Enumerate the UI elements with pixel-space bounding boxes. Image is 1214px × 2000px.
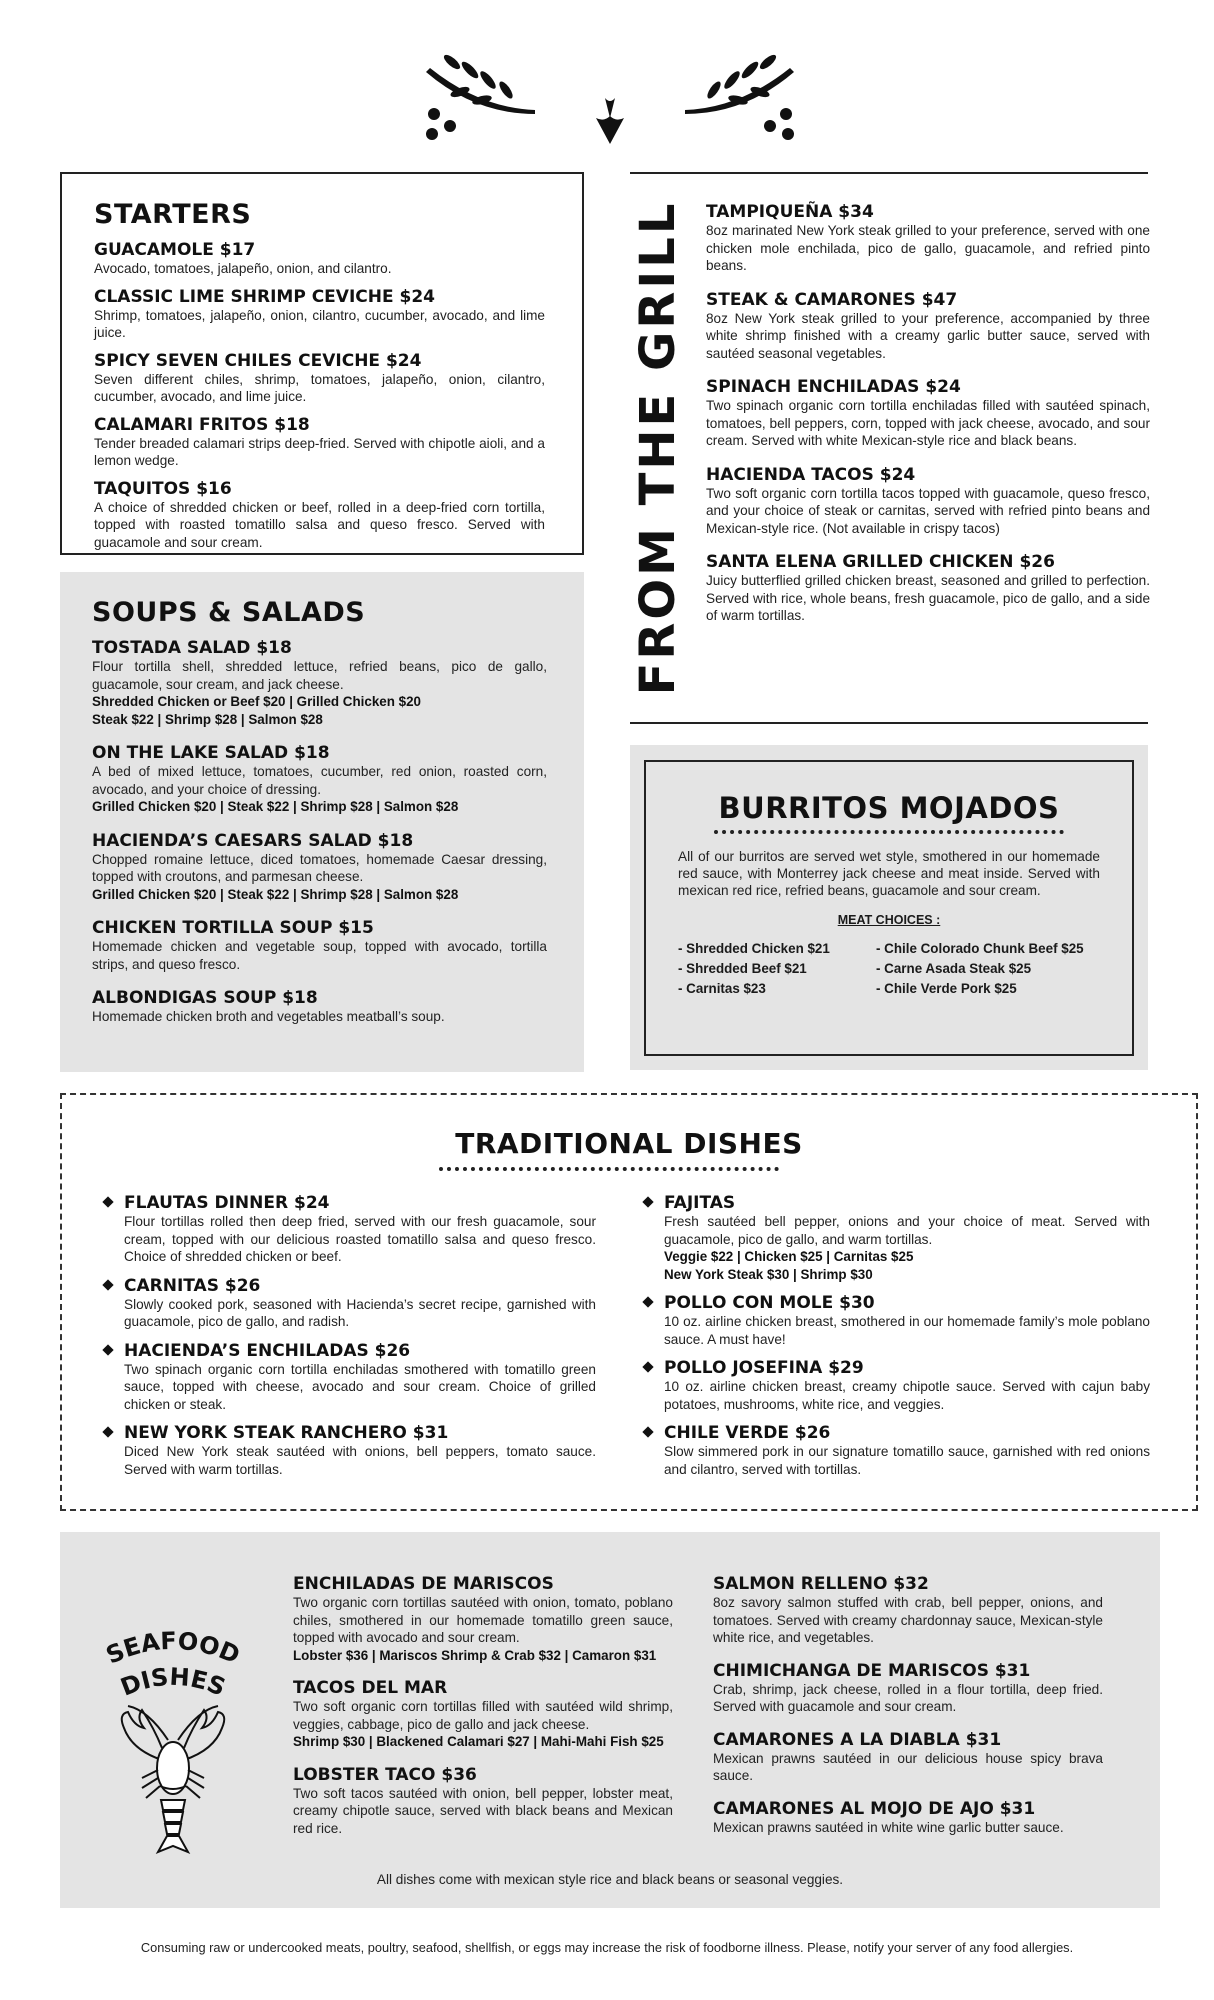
item-name: NEW YORK STEAK RANCHERO $31 [124,1423,449,1443]
menu-item [94,287,545,342]
item-description: Juicy butterflied grilled chicken breast, seasoned and grilled to perfection. Served with rice, whole beans, fresh guacamole, pico de gallo, and a side of warm tortillas. [706,573,1150,623]
meat-choice: - Carne Asada Steak $25 [876,961,1032,976]
starters-section [60,172,584,555]
item-options: Steak $22 | Shrimp $28 | Salmon $28 [92,711,323,727]
diamond-bullet-icon [642,1196,653,1207]
item-name: TAMPIQUEÑA $34 [706,202,874,222]
menu-item [713,1661,1103,1716]
item-description: Avocado, tomatoes, jalapeño, onion, and cilantro. [94,261,392,276]
item-description: 8oz New York steak grilled to your preference, accompanied by three white shrimp finished with a creamy garlic butter sauce, served with sautéed seasonal vegetables. [706,310,1150,361]
item-name: STEAK & CAMARONES $47 [706,289,958,310]
menu-item [92,831,547,904]
item-description: Fresh sautéed bell pepper, onions and your choice of meat. Served with guacamole, pico de gallo, and warm tortillas. [664,1214,1150,1247]
item-description: Mexican prawns sautéed in our delicious house spicy brava sauce. [713,1750,1103,1783]
item-description: Tender breaded calamari strips deep-fried. Served with chipotle aioli, and a lemon wedge. [94,435,545,468]
grill-section [706,202,1150,640]
menu-item [102,1341,596,1414]
item-name: POLLO JOSEFINA $29 [664,1358,864,1378]
item-name: CLASSIC LIME SHRIMP CEVICHE $24 [94,286,435,307]
item-name: SANTA ELENA GRILLED CHICKEN $26 [706,552,1055,572]
item-options: Veggie $22 | Chicken $25 | Carnitas $25 [664,1249,914,1264]
menu-item [713,1574,1103,1647]
item-name: CHICKEN TORTILLA SOUP $15 [92,918,374,938]
item-description: Slow simmered pork in our signature tomatillo sauce, garnished with red onions and cilantro, served with tortillas. [664,1444,1150,1477]
diamond-bullet-icon [102,1196,113,1207]
menu-item [706,552,1150,625]
item-description: Slowly cooked pork, seasoned with Hacienda’s secret recipe, garnished with guacamole, pico de gallo, and radish. [124,1296,596,1329]
item-name: CHILE VERDE $26 [664,1423,831,1443]
menu-item [642,1358,1150,1413]
item-description: A choice of shredded chicken or beef, rolled in a deep-fried corn tortilla, topped with roasted tomatillo salsa and queso fresco. Served with guacamole and sour cream. [94,499,545,550]
item-options: Grilled Chicken $20 | Steak $22 | Shrimp $28 | Salmon $28 [92,886,459,902]
item-name: ALBONDIGAS SOUP $18 [92,988,318,1008]
diamond-bullet-icon [642,1296,653,1307]
menu-item [706,465,1150,538]
menu-item [293,1678,673,1751]
meat-choice: - Shredded Beef $21 [678,961,807,976]
item-name: CALAMARI FRITOS $18 [94,414,310,435]
menu-item [706,377,1150,450]
item-name: ON THE LAKE SALAD $18 [92,743,330,763]
divider [630,722,1148,724]
item-description: Mexican prawns sautéed in white wine garlic butter sauce. [713,1819,1064,1835]
item-description: Two soft tacos sautéed with onion, bell pepper, lobster meat, creamy chipotle sauce, served with black beans and Mexican red rice. [293,1785,673,1836]
meat-choice: - Carnitas $23 [678,981,766,996]
item-description: 8oz marinated New York steak grilled to your preference, served with one chicken mole enchilada, pico de gallo, guacamole, and refried pinto beans. [706,223,1150,273]
item-name: HACIENDA’S ENCHILADAS $26 [124,1340,411,1361]
item-description: 10 oz. airline chicken breast, creamy chipotle sauce. Served with cajun baby potatoes, mushrooms, white rice, and veggies. [664,1379,1150,1412]
burritos-section [644,760,1134,1056]
item-description: Diced New York steak sautéed with onions, bell peppers, tomato sauce. Served with warm tortillas. [124,1444,596,1477]
item-description: Two spinach organic corn tortilla enchiladas filled with sautéed spinach, tomatoes, bell peppers, corn, topped with jack cheese, avocado, and sour cream. Served with white Mexican-style rice and black beans. [706,398,1150,448]
allergy-disclaimer: Consuming raw or undercooked meats, poultry, seafood, shellfish, or eggs may increase the risk of foodborne illness. Please, notify your server of any food allergies. [140,1940,1074,1955]
item-name: FAJITAS [664,1193,736,1213]
item-description: Homemade chicken broth and vegetables meatball’s soup. [92,1009,445,1024]
item-options: Shredded Chicken or Beef $20 | Grilled Chicken $20 [92,694,421,709]
menu-item [92,988,547,1026]
seafood-note: All dishes come with mexican style rice and black beans or seasonal veggies. [376,1872,844,1887]
item-name: HACIENDA TACOS $24 [706,464,916,485]
seafood-badge-line2: DISHES [116,1662,230,1702]
item-name: TOSTADA SALAD $18 [92,638,292,658]
item-description: Flour tortilla shell, shredded lettuce, refried beans, pico de gallo, guacamole, sour cream, and jack cheese. [92,659,547,692]
meat-column [876,939,1084,999]
starters-title: STARTERS [94,199,252,230]
item-description: A bed of mixed lettuce, tomatoes, cucumber, red onion, roasted corn, avocado, and your choice of dressing. [92,764,547,797]
item-options: Shrimp $30 | Blackened Calamari $27 | Mahi-Mahi Fish $25 [293,1734,664,1749]
burritos-title: BURRITOS MOJADOS [718,791,1060,825]
item-name: SPINACH ENCHILADAS $24 [706,377,961,397]
meat-choice: - Shredded Chicken $21 [678,941,830,956]
leaf-ornament-icon [420,48,800,148]
menu-item [102,1423,596,1478]
item-description: 10 oz. airline chicken breast, smothered in our homemade family’s mole poblano sauce. A must have! [664,1314,1150,1347]
item-description: Two soft organic corn tortillas filled with sautéed wild shrimp, veggies, cabbage, pico de gallo and jack cheese. [293,1699,673,1732]
diamond-bullet-icon [102,1426,113,1437]
menu-item [94,351,545,406]
item-description: Flour tortillas rolled then deep fried, served with our fresh guacamole, sour cream, topped with our delicious roasted tomatillo salsa and queso fresco. Choice of shredded chicken or beef. [124,1214,596,1264]
item-name: POLLO CON MOLE $30 [664,1293,875,1313]
item-description: Crab, shrimp, jack cheese, rolled in a flour tortilla, deep fried. Served with guacamole and sour cream. [713,1681,1103,1714]
diamond-bullet-icon [102,1344,113,1355]
grill-title-text: FROM THE GRILL [630,200,686,696]
grill-title [630,200,686,696]
item-description: Homemade chicken and vegetable soup, topped with avocado, tortilla strips, and queso fresco. [92,939,547,972]
meat-choices-heading: MEAT CHOICES : [837,913,941,927]
meat-column [678,939,876,999]
item-description: Two spinach organic corn tortilla enchiladas smothered with tomatillo green sauce, topped with cheese, avocado and sour cream. Choice of grilled chicken or steak. [124,1361,596,1412]
menu-item [706,290,1150,363]
item-description: 8oz savory salmon stuffed with crab, bell pepper, onions, and tomatoes. Served with creamy chardonnay sauce, Mexican-style white rice, and vegetables. [713,1595,1103,1645]
meat-choices [678,939,1100,999]
item-name: CHIMICHANGA DE MARISCOS $31 [713,1660,1031,1681]
item-name: CAMARONES A LA DIABLA $31 [713,1729,1002,1750]
divider [630,172,1148,174]
svg-text:DISHES [117,1663,230,1702]
menu-item [94,479,545,552]
menu-item [293,1574,673,1664]
menu-item [102,1193,596,1266]
dotted-divider [439,1167,779,1171]
item-description: Seven different chiles, shrimp, tomatoes, jalapeño, onion, cilantro, cucumber, avocado, and lime juice. [94,371,545,404]
item-options: New York Steak $30 | Shrimp $30 [664,1266,873,1282]
item-name: CARNITAS $26 [124,1275,261,1296]
item-description: Two organic corn tortillas sautéed with onion, tomato, poblano chiles, smothered in our homemade tomatillo green sauce, topped with avocado and sour cream. [293,1595,673,1645]
diamond-bullet-icon [642,1426,653,1437]
seafood-badge-line1: SEAFOOD [101,1626,244,1670]
menu-item [706,202,1150,275]
seafood-column [293,1574,673,1851]
burritos-description: All of our burritos are served wet style, smothered in our homemade red sauce, with Monterrey jack cheese and meat inside. Served with mexican red rice, refried beans, guacamole and sour cream. [678,849,1100,898]
lobster-icon [88,1610,258,1860]
item-options: Lobster $36 | Mariscos Shrimp & Crab $32 | Camaron $31 [293,1647,657,1663]
meat-choice: - Chile Verde Pork $25 [876,981,1017,996]
seafood-section [60,1532,1160,1908]
menu-item [713,1730,1103,1785]
seafood-column [713,1574,1103,1850]
menu-item [713,1799,1103,1837]
traditional-section [60,1093,1198,1511]
menu-item [94,240,545,278]
soups-salads-section [60,572,584,1072]
soups-title: SOUPS & SALADS [92,597,366,628]
item-options: Grilled Chicken $20 | Steak $22 | Shrimp $28 | Salmon $28 [92,799,459,814]
menu-item [102,1276,596,1331]
item-name: TACOS DEL MAR [293,1678,448,1698]
item-description: Shrimp, tomatoes, jalapeño, onion, cilantro, cucumber, avocado, and lime juice. [94,307,545,340]
menu-item [94,415,545,470]
menu-item [642,1423,1150,1478]
menu-item [642,1293,1150,1348]
menu-item [293,1765,673,1838]
item-name: HACIENDA’S CAESARS SALAD $18 [92,830,414,851]
item-name: SPICY SEVEN CHILES CEVICHE $24 [94,350,422,371]
menu-item [92,918,547,973]
item-name: LOBSTER TACO $36 [293,1764,477,1785]
diamond-bullet-icon [102,1279,113,1290]
menu-item [92,743,547,816]
meat-choice: - Chile Colorado Chunk Beef $25 [876,941,1084,956]
item-name: SALMON RELLENO $32 [713,1574,929,1594]
item-description: Two soft organic corn tortilla tacos topped with guacamole, queso fresco, and your choice of steak or carnitas, served with refried pinto beans and Mexican-style rice. (Not available in crispy tacos) [706,485,1150,536]
diamond-bullet-icon [642,1361,653,1372]
item-description: Chopped romaine lettuce, diced tomatoes, homemade Caesar dressing, topped with croutons, and parmesan cheese. [92,851,547,884]
traditional-left-column [102,1193,596,1488]
menu-item [642,1193,1150,1283]
item-name: GUACAMOLE $17 [94,240,256,260]
item-name: FLAUTAS DINNER $24 [124,1193,330,1213]
traditional-title: TRADITIONAL DISHES [455,1127,803,1160]
item-name: CAMARONES AL MOJO DE AJO $31 [713,1798,1036,1819]
item-name: TAQUITOS $16 [94,478,232,499]
traditional-right-column [642,1193,1150,1488]
menu-item [92,638,547,728]
dotted-divider [714,830,1064,834]
item-name: ENCHILADAS DE MARISCOS [293,1574,554,1594]
